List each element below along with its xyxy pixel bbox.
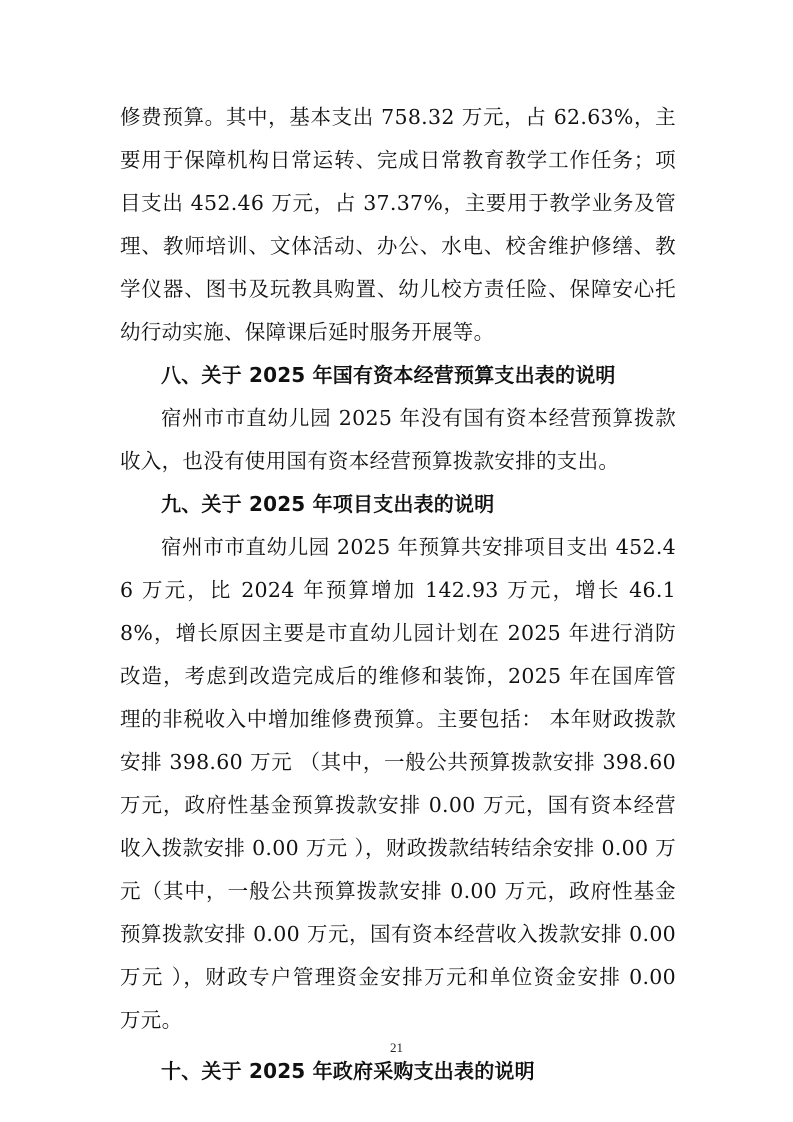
section-heading-8: 八、关于 2025 年国有资本经营预算支出表的说明: [161, 363, 616, 387]
paragraph-project-expenditure: 宿州市市直幼儿园 2025 年预算共安排项目支出 452.46 万元，比 2024 年预算增加 142.93 万元，增长 46.18%，增长原因主要是市直幼儿园计划在 2025 年进行消防改造，考虑到改造完成后的维修和装饰，2025 年在国库管理的非税收入中增加维修费预算。主要包括： 本年财政拨款安排 398.60 万元 （其中，一般公共预算拨款安排 398.60 万元，政府性基金预算拨款安排 0.00 万元，国有资本经营收入拨款安排 0.00 万元 ），财政拨款结转结余安排 0.00 万元（其中，一般公共预算拨款安排 0.00 万元，政府性基金预算拨款安排 0.00 万元，国有资本经营收入拨款安排 0.00 万元 ），财政专户管理资金安排万元和单位资金安排 0.00 万元。: [120, 535, 676, 1032]
section-heading-10: 十、关于 2025 年政府采购支出表的说明: [161, 1059, 535, 1083]
paragraph-state-capital-budget: 宿州市市直幼儿园 2025 年没有国有资本经营预算拨款收入，也没有使用国有资本经营预算拨款安排的支出。: [120, 406, 676, 473]
page-number: 21: [390, 1040, 403, 1055]
paragraph-basic-project-expenditure: 修费预算。其中，基本支出 758.32 万元，占 62.63%，主要用于保障机构日常运转、完成日常教育教学工作任务；项目支出 452.46 万元，占 37.37%，主要用于教学业务及管理、教师培训、文体活动、办公、水电、校舍维护修缮、教学仪器、图书及玩教具购置、幼儿校方责任险、保障安心托幼行动实施、保障课后延时服务开展等。: [120, 105, 676, 344]
page-content: [120, 96, 676, 1093]
section-heading-9: 九、关于 2025 年项目支出表的说明: [161, 492, 495, 516]
